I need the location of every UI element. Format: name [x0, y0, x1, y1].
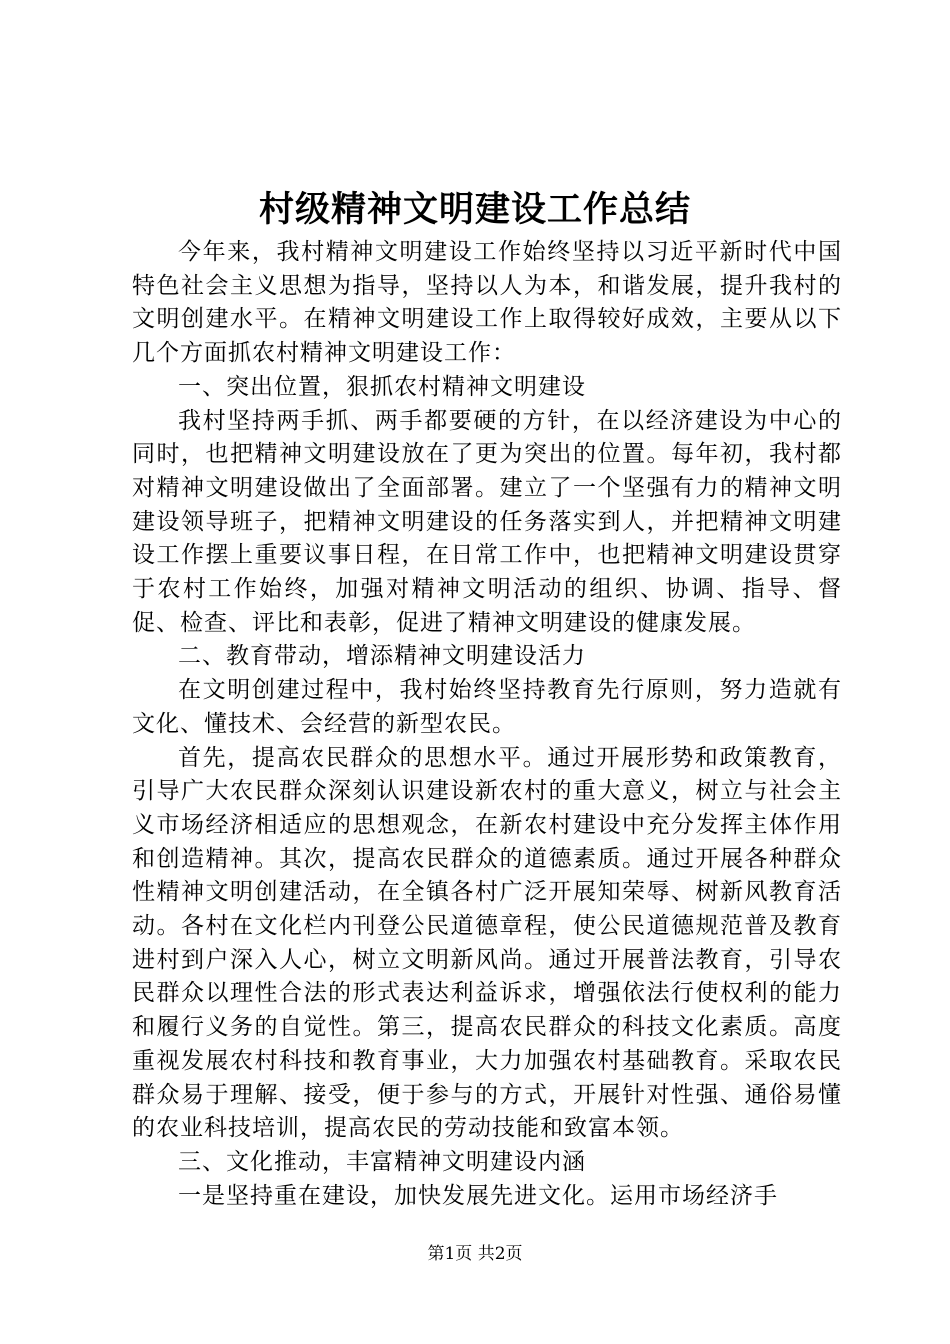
section-2-paragraph-2: 首先，提高农民群众的思想水平。通过开展形势和政策教育，引导广大农民群众深刻认识建设新农村的重大意义，树立与社会主义市场经济相适应的思想观念，在新农村建设中充分发挥主体作用和创造精神。其次，提高农民群众的道德素质。通过开展各种群众性精神文明创建活动，在全镇各村广泛开展知荣辱、树新风教育活动。各村在文化栏内刊登公民道德章程，使公民道德规范普及教育进村到户深入人心，树立文明新风尚。通过开展普法教育，引导农民群众以理性合法的形式表达利益诉求，增强依法行使权利的能力和履行义务的自觉性。第三，提高农民群众的科技文化素质。高度重视发展农村科技和教育事业，大力加强农村基础教育。采取农民群众易于理解、接受，便于参与的方式，开展针对性强、通俗易懂的农业科技培训，提高农民的劳动技能和致富本领。 — [132, 744, 842, 1142]
page-footer: 第1页 共2页 — [427, 1244, 523, 1264]
section-heading-2: 二、教育带动，增添精神文明建设活力 — [178, 643, 586, 670]
section-1-paragraph: 我村坚持两手抓、两手都要硬的方针，在以经济建设为中心的同时，也把精神文明建设放在了更为突出的位置。每年初，我村都对精神文明建设做出了全面部署。建立了一个坚强有力的精神文明建设领导班子，把精神文明建设的任务落实到人，并把精神文明建设工作摆上重要议事日程，在日常工作中，也把精神文明建设贯穿于农村工作始终，加强对精神文明活动的组织、协调、指导、督促、检查、评比和表彰，促进了精神文明建设的健康发展。 — [132, 407, 842, 636]
section-2-paragraph-1: 在文明创建过程中，我村始终坚持教育先行原则，努力造就有文化、懂技术、会经营的新型农民。 — [132, 677, 842, 737]
intro-paragraph: 今年来，我村精神文明建设工作始终坚持以习近平新时代中国特色社会主义思想为指导，坚持以人为本，和谐发展，提升我村的文明创建水平。在精神文明建设工作上取得较好成效，主要从以下几个方面抓农村精神文明建设工作： — [132, 239, 842, 367]
document-title: 村级精神文明建设工作总结 — [258, 189, 691, 230]
section-heading-1: 一、突出位置，狠抓农村精神文明建设 — [178, 373, 586, 400]
document-body — [132, 236, 842, 1213]
section-heading-3: 三、文化推动，丰富精神文明建设内涵 — [178, 1148, 586, 1175]
section-3-paragraph-1: 一是坚持重在建设，加快发展先进文化。运用市场经济手 — [178, 1182, 778, 1209]
